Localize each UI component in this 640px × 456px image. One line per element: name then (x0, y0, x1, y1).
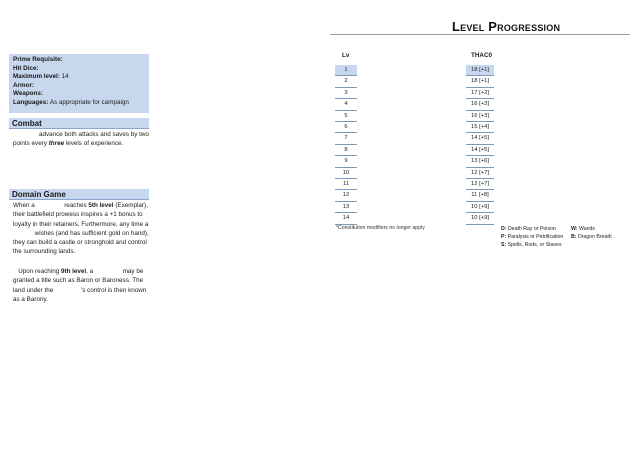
level-cell: 8 (335, 145, 357, 156)
legend-d: D: Death Ray or Poison (501, 226, 556, 232)
level-cell: 12 (335, 190, 357, 201)
thaco-cell: 13 [+6] (466, 156, 494, 167)
stat-block (9, 54, 149, 113)
col-header-thaco: THAC0 (471, 52, 492, 59)
page-title: Level Progression (452, 19, 561, 34)
thaco-cell: 18 [+1] (466, 65, 494, 76)
domain-paragraph-1: When a reaches 5th level (Exemplar), their battlefield prowess inspires a +1 bonus to loyalty in their retainers. Furthermore, any time a wishes (and has sufficient gold on hand), they can build a castle or stronghold and control the surrounding lands. (13, 202, 149, 256)
table-footnote: *Constitution modifiers no longer apply (336, 225, 425, 231)
level-cell: 5 (335, 111, 357, 122)
level-cell: 14 (335, 213, 357, 224)
level-cell: 6 (335, 122, 357, 133)
stat-hit-dice: Hit Dice: (13, 64, 39, 72)
level-cell: 10 (335, 168, 357, 179)
thaco-cell: 16 [+3] (466, 111, 494, 122)
thaco-cell: 11 [+8] (466, 190, 494, 201)
stat-prime-requisite: Prime Requisite: (13, 56, 63, 63)
legend-w: W: Wands (571, 226, 595, 232)
legend-b: B: Dragon Breath (571, 234, 612, 240)
level-cell: 9 (335, 156, 357, 167)
domain-paragraph-2: Upon reaching 9th level, a may be granted a title such as Baron or Baroness. The land under the 's control is then known as a Barony. (13, 268, 147, 303)
stat-armor: Armor: (13, 81, 34, 89)
thaco-cell: 14 [+5] (466, 145, 494, 156)
thaco-cell: 15 [+4] (466, 122, 494, 133)
stat-languages: Languages: As appropriate for campaign (13, 98, 129, 106)
domain-heading: Domain Game (9, 189, 149, 200)
col-header-level: Lv (342, 52, 350, 59)
thaco-cell: 12 [+7] (466, 179, 494, 190)
level-cell: 3 (335, 88, 357, 99)
thaco-cell: 10 [+9] (466, 202, 494, 213)
thaco-cell: 14 [+5] (466, 133, 494, 144)
level-cell: 4 (335, 99, 357, 110)
stat-max-level: Maximum level: 14 (13, 73, 69, 81)
combat-text: advance both attacks and saves by two points every three levels of experience. (13, 131, 149, 148)
thaco-cell: 16 [+3] (466, 99, 494, 110)
level-cell: 1 (335, 65, 357, 76)
thaco-cell: 12 [+7] (466, 168, 494, 179)
legend-s: S: Spells, Rods, or Staves (501, 242, 562, 248)
thaco-cell: 17 [+2] (466, 88, 494, 99)
thaco-cell: 10 [+9] (466, 213, 494, 224)
header-rule (330, 34, 630, 35)
level-cell: 13 (335, 202, 357, 213)
level-cell: 2 (335, 76, 357, 87)
level-cell: 7 (335, 133, 357, 144)
level-cell: 11 (335, 179, 357, 190)
thaco-cell: 18 [+1] (466, 76, 494, 87)
legend-p: P: Paralysis or Petrification (501, 234, 564, 240)
stat-weapons: Weapons: (13, 90, 43, 98)
combat-heading: Combat (9, 118, 149, 129)
